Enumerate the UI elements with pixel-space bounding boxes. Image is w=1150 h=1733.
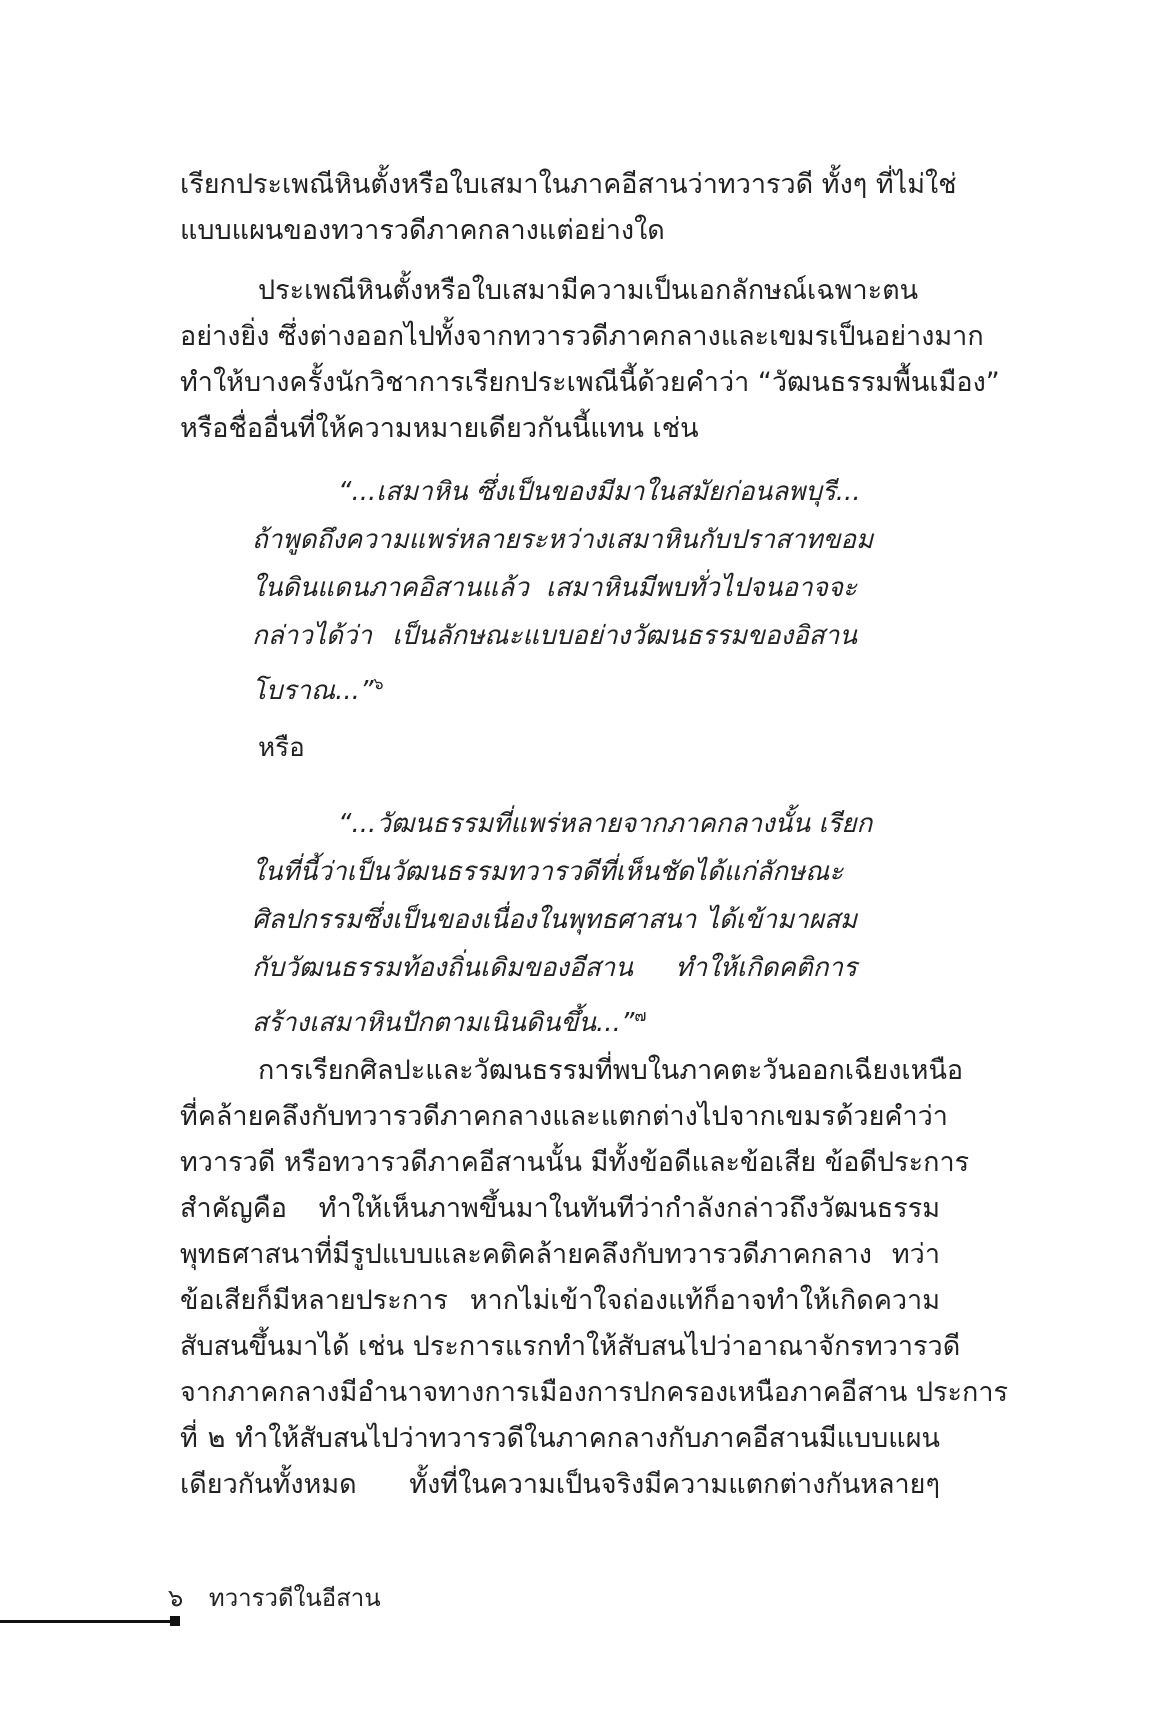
connector-word: หรือ: [258, 733, 305, 763]
quote-line-text: สร้างเสมาหินปักตามเนินดินขึ้น...”: [252, 1008, 635, 1038]
text-line: สับสนขึ้นมาได้ เช่น ประการแรกทำให้สับสนไปว่าอาณาจักรทวารวดี: [180, 1331, 961, 1362]
footer-rule: [0, 1620, 176, 1623]
text-line: อย่างยิ่ง ซึ่งต่างออกไปทั้งจากทวารวดีภาคกลางและเขมรเป็นอย่างมาก: [180, 321, 984, 352]
text-line: จากภาคกลางมีอำนาจทางการเมืองการปกครองเหนือภาคอีสาน ประการ: [180, 1377, 1009, 1408]
text-line: ทวารวดี หรือทวารวดีภาคอีสานนั้น มีทั้งข้อดีและข้อเสีย ข้อดีประการ: [180, 1147, 970, 1178]
quote-line-last: [252, 992, 857, 1047]
quote-line: “...วัฒนธรรมที่แพร่หลายจากภาคกลางนั้น เรียก: [338, 809, 873, 839]
text-line: พุทธศาสนาที่มีรูปแบบและคติคล้ายคลึงกับทวารวดีภาคกลาง ทว่า: [180, 1239, 940, 1270]
paragraph-2: [180, 268, 1000, 452]
book-title: ทวารวดีในอีสาน: [208, 1584, 381, 1612]
text-line: การเรียกศิลปะและวัฒนธรรมที่พบในภาคตะวันออกเฉียงเหนือ: [258, 1055, 964, 1086]
quote-line: “...เสมาหิน ซึ่งเป็นของมีมาในสมัยก่อนลพบุรี...: [338, 477, 861, 507]
block-quote-1: [252, 468, 874, 715]
text-line: ทำให้บางครั้งนักวิชาการเรียกประเพณีนี้ด้วยคำว่า “วัฒนธรรมพื้นเมือง”: [180, 367, 1000, 398]
text-line: เดียวกันทั้งหมด ทั้งที่ในความเป็นจริงมีความแตกต่างกันหลายๆ: [180, 1469, 940, 1500]
quote-line-last: [252, 660, 857, 715]
quote-line: ศิลปกรรมซึ่งเป็นของเนื่องในพุทธศาสนา ได้เข้ามาผสม: [252, 905, 857, 935]
quote-line: ในดินแดนภาคอิสานแล้ว เสมาหินมีพบทั่วไปจนอาจจะ: [252, 573, 857, 603]
quote-line: กล่าวได้ว่า เป็นลักษณะแบบอย่างวัฒนธรรมของอิสาน: [252, 621, 857, 651]
quote-line: ในที่นี้ว่าเป็นวัฒนธรรมทวารวดีที่เห็นชัดได้แก่ลักษณะ: [252, 857, 844, 887]
text-line: สำคัญคือ ทำให้เห็นภาพขึ้นมาในทันทีว่ากำลังกล่าวถึงวัฒนธรรม: [180, 1193, 940, 1224]
block-quote-2: [252, 800, 873, 1047]
text-line: ข้อเสียก็มีหลายประการ หากไม่เข้าใจถ่องแท้ก็อาจทำให้เกิดความ: [180, 1285, 940, 1316]
footnote-marker: ๗: [634, 1006, 647, 1025]
text-line: ที่ ๒ ทำให้สับสนไปว่าทวารวดีในภาคกลางกับภาคอีสานมีแบบแผน: [180, 1423, 940, 1454]
footnote-marker: ๖: [373, 674, 384, 693]
page-footer: [168, 1583, 381, 1613]
text-line: หรือชื่ออื่นที่ให้ความหมายเดียวกันนี้แทน เช่น: [180, 413, 699, 444]
quote-line: ถ้าพูดถึงความแพร่หลายระหว่างเสมาหินกับปราสาทขอม: [252, 525, 874, 555]
paragraph-3: [180, 1048, 1009, 1508]
text-line: ประเพณีหินตั้งหรือใบเสมามีความเป็นเอกลักษณ์เฉพาะตน: [258, 275, 919, 306]
text-line: เรียกประเพณีหินตั้งหรือใบเสมาในภาคอีสานว่าทวารวดี ทั้งๆ ที่ไม่ใช่: [180, 169, 957, 200]
quote-line: กับวัฒนธรรมท้องถิ่นเดิมของอีสาน ทำให้เกิดคติการ: [252, 953, 857, 983]
paragraph-1: [180, 162, 957, 254]
text-line: ที่คล้ายคลึงกับทวารวดีภาคกลางและแตกต่างไปจากเขมรด้วยคำว่า: [180, 1101, 948, 1132]
quote-line-text: โบราณ...”: [252, 676, 374, 706]
page-number: ๖: [168, 1584, 184, 1612]
text-line: แบบแผนของทวารวดีภาคกลางแต่อย่างใด: [180, 215, 665, 246]
footer-rule-end-marker: [170, 1616, 180, 1626]
